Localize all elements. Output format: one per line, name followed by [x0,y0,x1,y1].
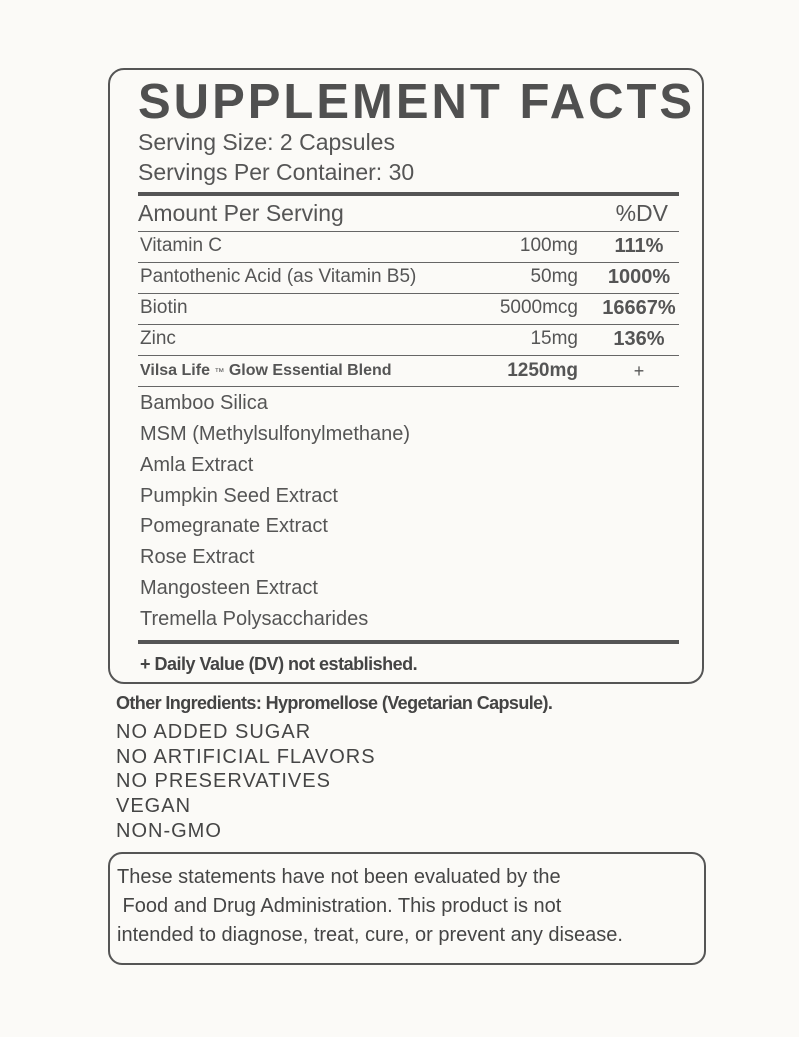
claim-item: NO PRESERVATIVES [116,770,331,793]
blend-row [138,356,679,387]
claim-item: NO ARTIFICIAL FLAVORS [116,745,376,768]
blend-name-brand: Vilsa Life [140,362,215,379]
disclaimer-line: These statements have not been evaluated by the [117,866,561,888]
claim-item: VEGAN [116,795,192,818]
claim-item: NO ADDED SUGAR [116,721,312,743]
nutrient-name: Zinc [140,328,176,349]
nutrient-row [138,232,679,263]
serving-size: Serving Size: 2 Capsules [138,129,395,155]
blend-name-suffix: Glow Essential Blend [224,362,392,379]
servings-per-container: Servings Per Container: 30 [138,159,415,185]
claim-item: NON-GMO [116,819,222,842]
thick-divider [138,192,679,196]
blend-ingredient: Bamboo Silica [140,392,268,414]
disclaimer-line: intended to diagnose, treat, cure, or prevent any disease. [117,924,623,946]
other-ingredients: Other Ingredients: Hypromellose (Vegetarian Capsule). [116,693,553,713]
dv-header: %DV [615,200,668,226]
nutrient-name: Pantothenic Acid (as Vitamin B5) [140,266,417,287]
nutrient-amount: 15mg [530,328,578,349]
amount-per-serving-header: Amount Per Serving [138,200,344,226]
nutrient-dv: 16667% [602,297,676,319]
blend-ingredient: Mangosteen Extract [140,577,318,599]
blend-ingredient: MSM (Methylsulfonylmethane) [140,423,411,445]
blend-ingredient: Pomegranate Extract [140,515,328,537]
nutrient-amount: 5000mcg [499,297,578,318]
supplement-facts-panel [108,68,704,684]
blend-ingredient: Amla Extract [140,454,254,476]
nutrient-row [138,325,679,356]
blend-ingredient: Tremella Polysaccharides [140,608,369,630]
blend-amount: 1250mg [507,360,578,381]
disclaimer-line: Food and Drug Administration. This product is not [117,895,562,917]
blend-name [140,362,392,380]
nutrient-dv: 111% [614,235,664,257]
nutrient-dv: 1000% [607,266,671,288]
nutrient-row [138,294,679,325]
blend-ingredient: Pumpkin Seed Extract [140,485,338,507]
blend-ingredient: Rose Extract [140,546,255,568]
nutrient-dv: 136% [613,328,665,350]
dv-footnote: + Daily Value (DV) not established. [140,654,418,674]
claims-list [116,720,376,844]
blend-dv: + [633,361,645,381]
fda-disclaimer-box [108,852,706,965]
nutrient-amount: 100mg [519,235,578,256]
trademark-symbol: ™ [214,367,225,378]
nutrient-amount: 50mg [530,266,578,287]
nutrient-row [138,263,679,294]
panel-title: SUPPLEMENT FACTS [138,75,696,129]
nutrient-name: Biotin [140,297,188,318]
nutrient-name: Vitamin C [140,235,223,256]
bottom-thick-divider [138,640,679,644]
